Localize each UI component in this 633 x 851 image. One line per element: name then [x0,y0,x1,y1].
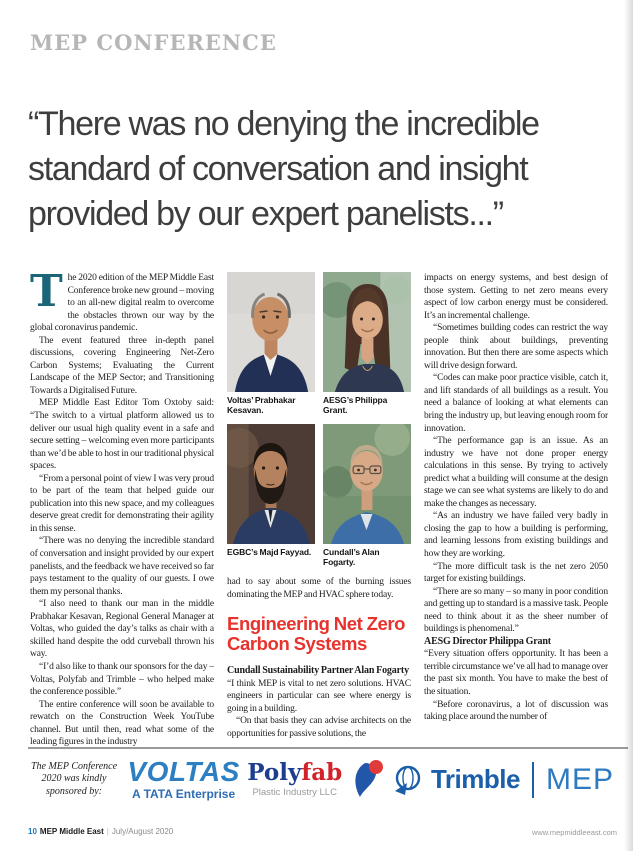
body-paragraph: “I’d also like to thank our sponsors for the day – Voltas, Polyfab and Trimble – who helped make the conference possible.” [30,661,214,698]
body-paragraph: “Sometimes building codes can restrict the way people think about buildings, preventing innovation. But then there are some aspects which will drive design forward. [424,323,608,371]
polyfab-logo [247,761,342,798]
polyfab-logo-mark-icon [350,759,384,801]
body-paragraph: impacts on energy systems, and best design of those system. Getting to net zero means every aspect of low carbon energy must be considered. It’s an incremental challenge. [424,273,608,321]
trimble-mep-text: MEP [545,762,614,796]
pull-quote-line: standard of conversation and insight [28,150,528,188]
section-label: MEP CONFERENCE [30,30,277,55]
body-paragraph: “There are so many – so many in poor condition and getting up to standard is a massive task. People need to think about it as the sheer number of buildings is phenomenal.” [424,586,608,635]
photo-cell-kesavan [227,272,315,424]
speaker-heading-grant: AESG Director Philippa Grant [424,635,551,647]
article-column-1 [30,272,214,748]
lead-paragraph [30,272,214,335]
body-paragraph: “Codes can make poor practice visible, catch it, and lift standards of all buildings as a result. You need a balance of looking at what elements can bring the industry up, but leaving enough room for innovation. [424,373,608,434]
polyfab-tagline: Plastic Industry LLC [252,787,337,798]
body-paragraph: “I also need to thank our man in the middle Prabhakar Kesavan, Regional General Manager at Voltas, who guided the day’s talks as chair with a skilled hand despite the odd curveball thrown his way. [30,599,214,660]
body-paragraph: The entire conference will soon be available to rewatch on the Construction Week YouTube channel. But until then, read what some of the leading figures in the industry [30,699,214,748]
photo-caption-kesavan: Voltas’ Prabhakar Kesavan. [227,395,296,415]
photo-cell-fogarty [323,424,411,576]
body-paragraph: “From a personal point of view I was very proud to be part of the team that helped guide our publication into this new space, and my colleagues deserve great credit for demonstrating their agility in this sense. [30,473,214,534]
body-paragraph: The event featured three in-depth panel discussions, covering Engineering Net-Zero Carbon Systems; Evaluating the Current Landscape of the MEP Sector; and Transitioning Towards a Digitalised Future. [30,335,214,396]
page-number: 10 [28,827,37,836]
body-paragraph: “Every situation offers opportunity. It has been a terrible circumstance we’ve all had to manage over the past six month. You have to make the best of the situation. [424,649,608,697]
pull-quote [28,102,624,237]
body-paragraph: “On that basis they can advise architects on the opportunities for passive solutions, the [227,716,411,739]
pull-quote-line: provided by our expert panelists...” [28,195,503,233]
website-url: www.mepmiddleeast.com [531,828,617,837]
speaker-heading-fogarty: Cundall Sustainability Partner Alan Fogarty [227,665,409,677]
page-scan-shadow [624,0,633,851]
body-paragraph: “There was no denying the incredible standard of conversation and insight provided by our expert panelists, and the feedback we have received so far pays testament to the quality of our guests. I owe them my personal thanks. [30,536,214,597]
article-column-2 [227,272,411,748]
headshot-photo-fayyad [227,424,315,544]
polyfab-logo-text-red: fab [301,759,343,786]
fayyad-portrait-illustration [227,424,315,544]
issue-date: July/August 2020 [111,827,174,836]
column-1-paragraphs [30,335,214,748]
body-paragraph: “The more difficult task is the net zero 2050 target for existing buildings. [424,561,608,585]
voltas-logo-text: VOLTAS [127,756,240,787]
column-2-paragraphs [227,678,411,741]
grant-portrait-illustration [323,272,411,392]
photo-caption-grant: AESG’s Philippa Grant. [323,395,388,415]
body-paragraph: “As an industry we have failed very badly in closing the gap to how a building is performing, and learning lessons from existing buildings and how they are working. [424,511,608,560]
column-3-paragraphs-bottom [424,648,608,723]
photo-cell-fayyad [227,424,315,576]
photo-caption-fogarty: Cundall’s Alan Fogarty. [323,547,380,567]
headshot-photo-fogarty [323,424,411,544]
headshot-photo-grant [323,272,411,392]
trimble-logo-text: Trimble [430,764,520,794]
info-divider: | [106,827,109,836]
body-paragraph: MEP Middle East Editor Tom Oxtoby said: “The switch to a virtual platform allowed us to deliver our usual high quality event in a safe and secure setting – welcoming even more participants than we’d be able to host in our traditional physical spaces. [30,398,214,472]
column-3-paragraphs-top [424,272,608,636]
photo-cell-grant [323,272,411,424]
section-heading-net-zero: Engineering Net Zero Carbon Systems [227,613,406,655]
pull-quote-line: “There was no denying the incredible [28,105,539,143]
headshot-photo-kesavan [227,272,315,392]
sponsor-strip [28,747,628,801]
fogarty-portrait-illustration [323,424,411,544]
polyfab-logo-text [247,761,342,785]
sponsor-note: The MEP Conference 2020 was kindly sponsored by: [30,760,118,797]
drop-cap: T [30,272,63,317]
voltas-tagline: A TATA Enterprise [132,787,236,801]
photo-caption-fayyad: EGBC’s Majd Fayyad. [227,547,312,557]
column-2-intro: had to say about some of the burning issues dominating the MEP and HVAC sphere today. [227,577,411,600]
kesavan-portrait-illustration [227,272,315,392]
trimble-mep-divider [532,762,534,798]
photo-grid [227,272,411,576]
trimble-globe-icon [391,763,425,797]
body-paragraph: “The performance gap is an issue. As an industry we have not done proper energy calculations in this sense. By trying to actively predict what a building will consume at the design stage we can see what systems are likely to do and make the changes as necessary. [424,436,608,509]
page-info-bar [28,827,173,836]
article-body [30,272,608,748]
article-column-3 [424,272,608,748]
body-paragraph: “I think MEP is vital to net zero solutions. HVAC engineers in particular can see where energy is going in a building. [227,678,411,714]
trimble-logo [391,762,614,798]
polyfab-logo-text-blue: Poly [247,759,302,786]
voltas-logo [127,758,239,801]
publication-name: MEP Middle East [39,827,104,836]
lead-text: he 2020 edition of the MEP Middle East Conference broke new ground – moving to an all-new digital realm to overcome the obstacles thrown our way by the global coronavirus pandemic. [30,273,214,334]
body-paragraph: “Before coronavirus, a lot of discussion was taking place around the number of [424,699,608,723]
